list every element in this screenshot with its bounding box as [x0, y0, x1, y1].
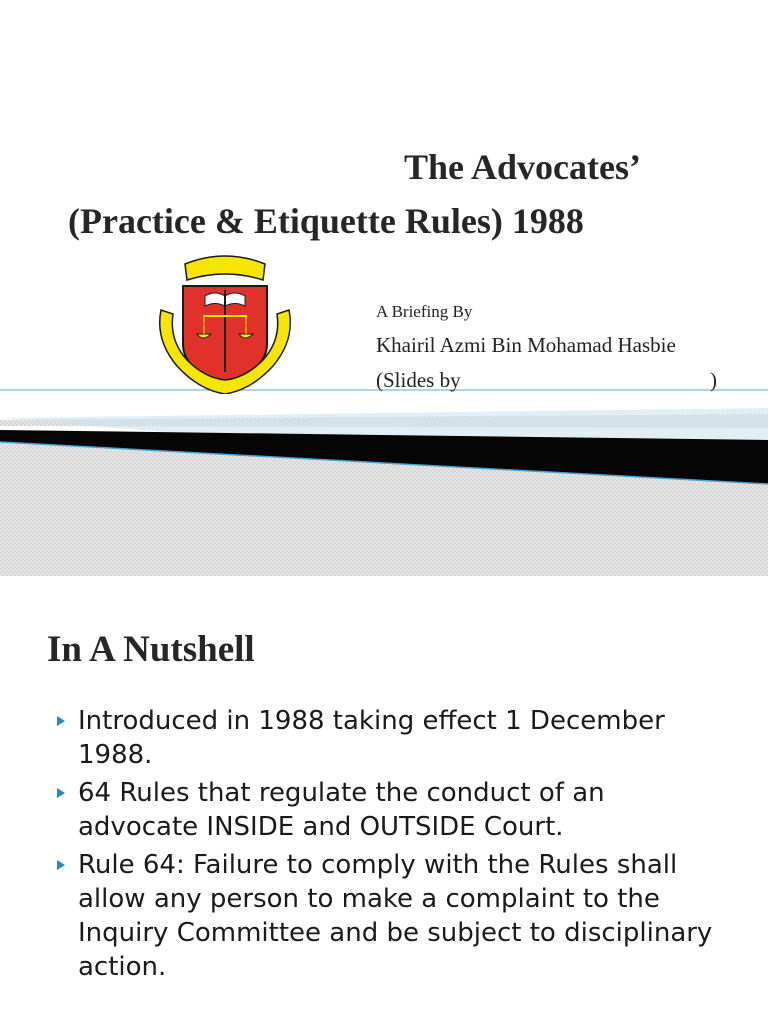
bullet-text: 64 Rules that regulate the conduct of an advocate INSIDE and OUTSIDE Court.: [78, 778, 605, 842]
triangle-bullet-icon: [57, 860, 65, 870]
list-item: [0, 848, 768, 984]
slide-heading: In A Nutshell: [47, 629, 255, 670]
slides-by-close-paren: ): [710, 368, 717, 392]
slide-title-line-2: (Practice & Etiquette Rules) 1988: [68, 201, 584, 241]
decorative-banner: [0, 380, 768, 576]
presenter-name: Khairil Azmi Bin Mohamad Hasbie: [376, 333, 676, 357]
briefing-label: A Briefing By: [376, 302, 473, 321]
list-item: [0, 776, 768, 844]
bullet-text: Introduced in 1988 taking effect 1 December 1988.: [78, 706, 665, 770]
triangle-bullet-icon: [57, 788, 65, 798]
association-crest-logo: [155, 244, 295, 394]
bullet-text: Rule 64: Failure to comply with the Rules shall allow any person to make a complaint to the Inquiry Committee and be subject to disciplinary action.: [78, 850, 713, 982]
list-item: [0, 704, 768, 772]
bullet-list: [0, 704, 768, 988]
slides-by-credit: (Slides by: [376, 368, 461, 392]
triangle-bullet-icon: [57, 716, 65, 726]
slide-title-line-1: The Advocates’: [404, 147, 641, 187]
